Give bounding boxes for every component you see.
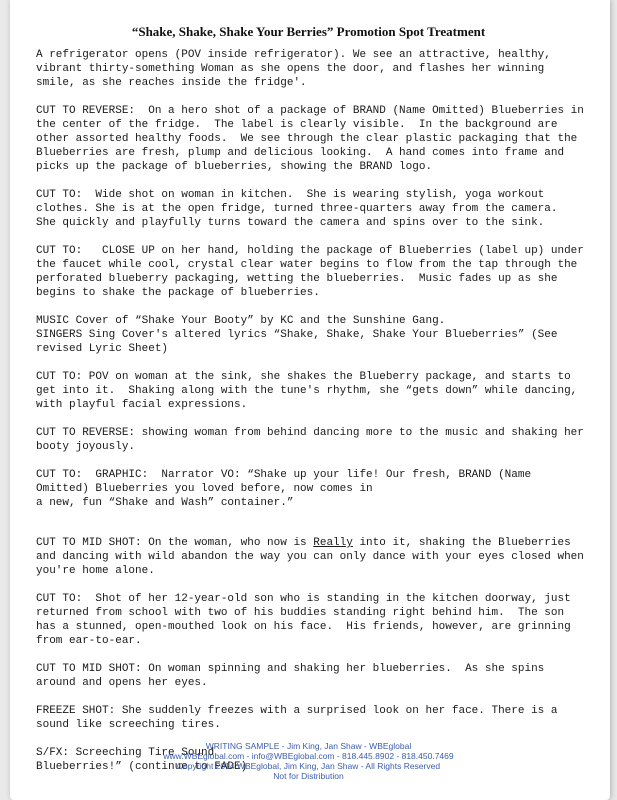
text-line: picks up the package of blueberries, showing the BRAND logo. bbox=[36, 161, 433, 173]
paragraph-10 bbox=[36, 592, 596, 648]
text-line: FREEZE SHOT: She suddenly freezes with a surprised look on her face. There is a bbox=[36, 705, 558, 717]
paragraph-7 bbox=[36, 426, 596, 454]
text-line: CUT TO: Wide shot on woman in kitchen. She is wearing stylish, yoga workout bbox=[36, 189, 545, 201]
paragraph-8 bbox=[36, 468, 596, 510]
text-line: CUT TO: GRAPHIC: Narrator VO: “Shake up your life! Our fresh, BRAND (Name bbox=[36, 469, 532, 481]
text-segment: into it, shaking the Blueberries bbox=[352, 537, 571, 549]
text-line: CUT TO REVERSE: showing woman from behind dancing more to the music and shaking her bbox=[36, 427, 584, 439]
document-title: “Shake, Shake, Shake Your Berries” Promotion Spot Treatment bbox=[131, 24, 486, 39]
text-line: the faucet while cool, crystal clear water begins to flow from the tap through the bbox=[36, 259, 578, 271]
footer-line: Copyright 2014 WBEglobal, Jim King, Jan Shaw - All Rights Reserved bbox=[176, 761, 441, 771]
text-line: you're home alone. bbox=[36, 565, 155, 577]
text-line: with playful facial expressions. bbox=[36, 399, 248, 411]
paragraph-6 bbox=[36, 370, 596, 412]
text-line: and dancing with wild abandon the way you can only dance with your eyes closed when bbox=[36, 551, 584, 563]
text-line: Blueberries are fresh, plump and delicious looking. A hand comes into frame and bbox=[36, 147, 565, 159]
text-line: sound like screeching tires. bbox=[36, 719, 221, 731]
text-line: the center of the fridge. The label is clearly visible. In the background are bbox=[36, 119, 558, 131]
document-body bbox=[36, 48, 596, 788]
text-line: CUT TO MID SHOT: On woman spinning and shaking her blueberries. As she spins bbox=[36, 663, 545, 675]
footer bbox=[0, 741, 617, 781]
footer-line: WRITING SAMPLE - Jim King, Jan Shaw - WBEglobal bbox=[205, 741, 412, 751]
text-line: smile, as she reaches inside the fridge'. bbox=[36, 77, 307, 89]
paragraph-12 bbox=[36, 704, 596, 732]
text-line: Blueberries!” (continue to FADE) bbox=[36, 761, 248, 773]
text-line: vibrant thirty-something Woman as she opens the door, and flashes her winning bbox=[36, 63, 545, 75]
text-line: from ear-to-ear. bbox=[36, 635, 142, 647]
text-line: has a stunned, open-mouthed look on his face. His friends, however, are grinning bbox=[36, 621, 571, 633]
text-line: S/FX: Screeching Tire Sound bbox=[36, 747, 215, 759]
underlined-word: Really bbox=[313, 537, 353, 549]
text-line: booty joyously. bbox=[36, 441, 136, 453]
text-line: revised Lyric Sheet) bbox=[36, 343, 169, 355]
text-line: SINGERS Sing Cover's altered lyrics “Shake, Shake, Shake Your Blueberries” (See bbox=[36, 329, 558, 341]
text-line: CUT TO: Shot of her 12-year-old son who is standing in the kitchen doorway, just bbox=[36, 593, 571, 605]
text-line: get into it. Shaking along with the tune's rhythm, she “gets down” while dancing, bbox=[36, 385, 578, 397]
text-line: She quickly and playfully turns toward the camera and spins over to the sink. bbox=[36, 217, 545, 229]
text-line: A refrigerator opens (POV inside refrigerator). We see an attractive, healthy, bbox=[36, 49, 551, 61]
paragraph-11 bbox=[36, 662, 596, 690]
text-line: clothes. She is at the open fridge, turned three-quarters away from the camera. bbox=[36, 203, 558, 215]
text-line: around and opens her eyes. bbox=[36, 677, 208, 689]
text-segment: CUT TO MID SHOT: On the woman, who now is bbox=[36, 537, 314, 549]
text-line bbox=[36, 536, 596, 550]
paragraph-9 bbox=[36, 536, 596, 578]
text-line: CUT TO: POV on woman at the sink, she shakes the Blueberry package, and starts to bbox=[36, 371, 571, 383]
footer-line: www.WBEglobal.com - info@WBEglobal.com - 818.445.8902 - 818.450.7469 bbox=[163, 751, 454, 761]
text-line: a new, fun “Shake and Wash” container.” bbox=[36, 497, 294, 509]
text-line: begins to shake the package of blueberries. bbox=[36, 287, 320, 299]
paragraph-1 bbox=[36, 48, 596, 90]
paragraph-3 bbox=[36, 188, 596, 230]
text-line: returned from school with two of his buddies standing right behind him. The son bbox=[36, 607, 565, 619]
paragraph-4 bbox=[36, 244, 596, 300]
text-line: Omitted) Blueberries you loved before, now comes in bbox=[36, 483, 373, 495]
paragraph-5 bbox=[36, 314, 596, 356]
text-line: CUT TO: CLOSE UP on her hand, holding the package of Blueberries (label up) under bbox=[36, 245, 584, 257]
text-line: other assorted healthy foods. We see through the clear plastic packaging that the bbox=[36, 133, 578, 145]
text-line: MUSIC Cover of “Shake Your Booty” by KC and the Sunshine Gang. bbox=[36, 315, 446, 327]
footer-line: Not for Distribution bbox=[273, 771, 344, 781]
text-line: CUT TO REVERSE: On a hero shot of a package of BRAND (Name Omitted) Blueberries in bbox=[36, 105, 584, 117]
paragraph-2 bbox=[36, 104, 596, 174]
text-line: perforated blueberry packaging, wetting the blueberries. Music fades up as she bbox=[36, 273, 558, 285]
